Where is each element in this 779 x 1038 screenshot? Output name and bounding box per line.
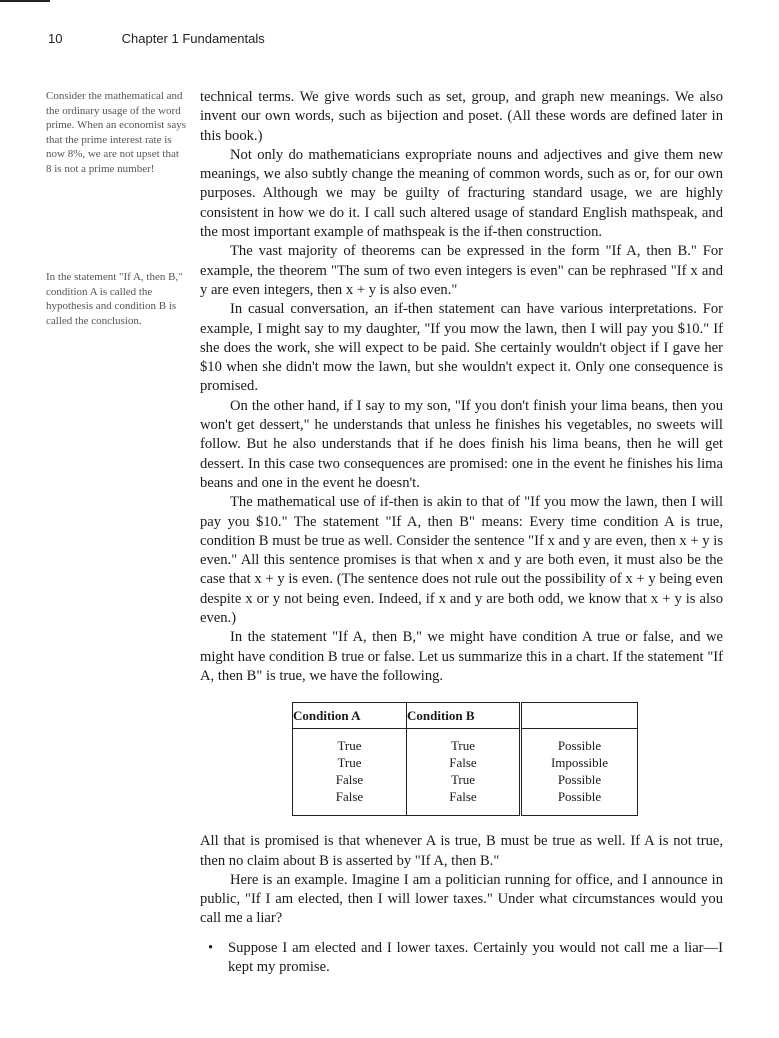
paragraph: All that is promised is that whenever A is true, B must be true as well. If A is not true, then no claim about B is asserted by "If A, then B." <box>200 833 723 869</box>
page-top-rule <box>0 0 50 2</box>
paragraph: In casual conversation, an if-then statement can have various interpretations. For example, I might say to my daughter, "If you mow the lawn, then I will pay you $10." If she does the work, she will expect to be paid. She certainly wouldn't object if I gave her $10 when she didn't mow the lawn, but she wouldn't expect it. Only one consequence is promised. <box>200 301 723 395</box>
truth-table <box>292 702 638 816</box>
bullet-dot: • <box>208 939 214 956</box>
table-cell: Possible <box>557 738 602 754</box>
table-header-cell <box>521 703 638 729</box>
table-cell: True <box>407 771 521 788</box>
table-row <box>293 788 638 816</box>
paragraph: The mathematical use of if-then is akin to that of "If you mow the lawn, then I will pay you $10." The statement "If A, then B" means: Every time condition A is true, condition B must be true as well. Consider the sentence "If x and y are even, then x + y is even." All this sentence promises is that when x and y are both even, it must also be the case that x + y is even. (The sentence does not rule out the possibility of x + y being even despite x or y not being even. Indeed, if x and y are both odd, we know that x + y is also even.) <box>200 494 723 627</box>
table-header-cell: Condition A <box>293 703 407 729</box>
table-cell: True <box>293 754 407 771</box>
table-header-row <box>293 703 638 729</box>
chapter-title: Chapter 1 Fundamentals <box>121 31 265 46</box>
table-cell: True <box>407 729 521 755</box>
table-cell: False <box>407 788 521 816</box>
table-row <box>293 771 638 788</box>
paragraph: Here is an example. Imagine I am a politician running for office, and I announce in public, "If I am elected, then I will lower taxes." Under what circumstances would you call me a liar? <box>200 871 723 927</box>
margin-note-prime: Consider the mathematical and the ordinary usage of the word prime. When an economist says that the prime interest rate is now 8%, we are not upset that 8 is not a prime number! <box>46 90 187 175</box>
bullet-text: Suppose I am elected and I lower taxes. Certainly you would not call me a liar—I kept my promise. <box>228 939 723 975</box>
table-cell: False <box>293 771 407 788</box>
table-cell: False <box>407 754 521 771</box>
paragraph: The vast majority of theorems can be expressed in the form "If A, then B." For example, the theorem "The sum of two even integers is even" can be rephrased "If x and y are even integers, then x + y is also even." <box>200 243 723 298</box>
bullet-item <box>200 939 723 978</box>
table-header-cell: Condition B <box>407 703 521 729</box>
margin-note-hypothesis: In the statement "If A, then B," condition A is called the hypothesis and condition B is called the conclusion. <box>46 271 183 327</box>
main-text <box>200 88 723 977</box>
table-cell: False <box>293 788 407 816</box>
table-cell: Possible <box>557 789 602 805</box>
running-header <box>48 31 265 46</box>
paragraph: In the statement "If A, then B," we might have condition A true or false, and we might have condition B true or false. Let us summarize this in a chart. If the statement "If A, then B" is true, we have the following. <box>200 629 723 684</box>
table-cell: Possible <box>557 772 602 788</box>
table-cell: True <box>293 729 407 755</box>
table-row <box>293 729 638 755</box>
paragraph: technical terms. We give words such as set, group, and graph new meanings. We also invent our own words, such as bijection and poset. (All these words are defined later in this book.) <box>200 89 723 144</box>
truth-table-wrapper <box>292 702 723 816</box>
page-number: 10 <box>48 31 63 46</box>
paragraph: Not only do mathematicians expropriate nouns and adjectives and give them new meanings, we also subtly change the meaning of common words, such as or, for our own purposes. Although we may be guilty of fracturing standard usage, we are highly consistent in how we do it. I call such altered usage of standard English mathspeak, and the most important example of mathspeak is the if-then construction. <box>200 146 723 241</box>
table-row <box>293 754 638 771</box>
table-cell: Impossible <box>550 755 609 771</box>
paragraph: On the other hand, if I say to my son, "If you don't finish your lima beans, then you won't get dessert," he understands that unless he finishes his vegetables, no sweets will follow. But he also understands that if he does finish his lima beans, then he will get dessert. In this case two consequences are promised: one in the event he finishes his lima beans and one in the event he doesn't. <box>200 397 723 491</box>
